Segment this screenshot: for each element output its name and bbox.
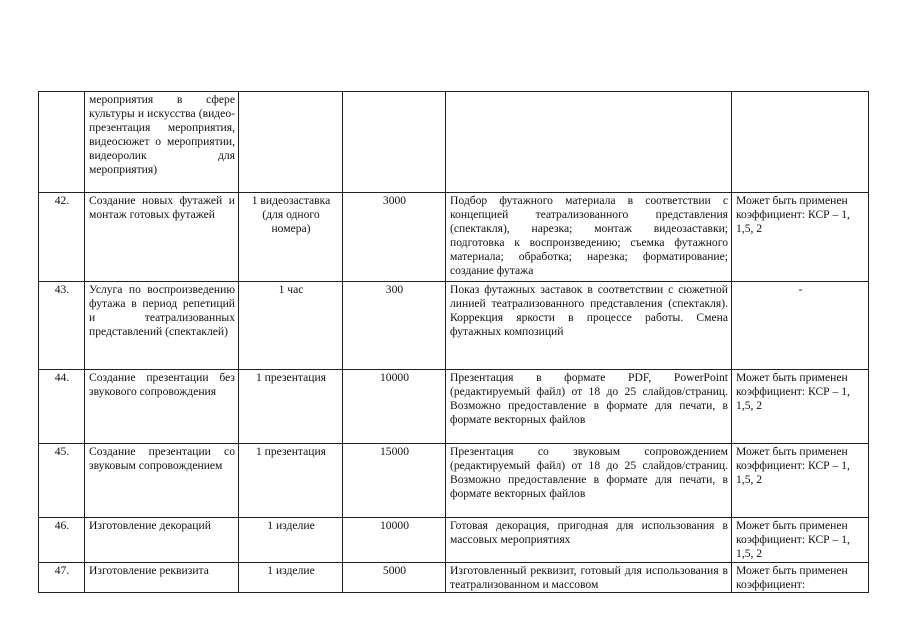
coefficient-note — [732, 92, 869, 193]
price: 3000 — [343, 193, 446, 282]
coefficient-note: - — [732, 282, 869, 370]
price: 15000 — [343, 444, 446, 518]
price — [343, 92, 446, 193]
coefficient-note: Может быть применен коэффициент: КСР – 1, 1,5, 2 — [732, 444, 869, 518]
row-number — [39, 92, 85, 193]
unit-of-measure: 1 презентация — [239, 444, 343, 518]
service-name: мероприятия в сфере культуры и искусства (видео-презентация мероприятия, видеосюжет о мероприятии, видеоролик для мероприятия) — [85, 92, 239, 193]
row-number: 43. — [39, 282, 85, 370]
coefficient-note: Может быть применен коэффициент: КСР – 1, 1,5, 2 — [732, 370, 869, 444]
price: 300 — [343, 282, 446, 370]
price-table — [38, 91, 869, 593]
table-row — [39, 444, 869, 518]
row-number: 45. — [39, 444, 85, 518]
service-name: Создание новых футажей и монтаж готовых футажей — [85, 193, 239, 282]
row-number: 47. — [39, 563, 85, 593]
row-number: 42. — [39, 193, 85, 282]
row-number: 44. — [39, 370, 85, 444]
service-description — [446, 92, 732, 193]
unit-of-measure: 1 видеозаставка (для одного номера) — [239, 193, 343, 282]
service-name: Изготовление декораций — [85, 518, 239, 563]
table-row — [39, 518, 869, 563]
coefficient-note: Может быть применен коэффициент: КСР – 1, 1,5, 2 — [732, 518, 869, 563]
unit-of-measure: 1 час — [239, 282, 343, 370]
price: 5000 — [343, 563, 446, 593]
service-description: Подбор футажного материала в соответствии с концепцией театрализованного представления (спектакля), нарезка; монтаж видеозаставки; подготовка к воспроизведению; съемка футажного материала; обработка; нарезка; форматирование; создание футажа — [446, 193, 732, 282]
coefficient-note: Может быть применен коэффициент: КСР – 1, 1,5, 2 — [732, 193, 869, 282]
service-description: Изготовленный реквизит, готовый для использования в театрализованном и массовом — [446, 563, 732, 593]
price: 10000 — [343, 370, 446, 444]
coefficient-note: Может быть применен коэффициент: — [732, 563, 869, 593]
row-number: 46. — [39, 518, 85, 563]
service-name: Создание презентации без звукового сопровождения — [85, 370, 239, 444]
unit-of-measure: 1 изделие — [239, 563, 343, 593]
unit-of-measure: 1 изделие — [239, 518, 343, 563]
service-description: Показ футажных заставок в соответствии с сюжетной линией театрализованного представления (спектакля). Коррекция яркости в процессе работы. Смена футажных композиций — [446, 282, 732, 370]
service-name: Услуга по воспроизведению футажа в период репетиций и театрализованных представлений (спектаклей) — [85, 282, 239, 370]
table-row — [39, 563, 869, 593]
table-row — [39, 92, 869, 193]
table-row — [39, 282, 869, 370]
price: 10000 — [343, 518, 446, 563]
service-description: Готовая декорация, пригодная для использования в массовых мероприятиях — [446, 518, 732, 563]
service-description: Презентация в формате PDF, PowerPoint (редактируемый файл) от 18 до 25 слайдов/страниц. Возможно предоставление в формате для печати, в формате векторных файлов — [446, 370, 732, 444]
table-row — [39, 193, 869, 282]
unit-of-measure: 1 презентация — [239, 370, 343, 444]
service-description: Презентация со звуковым сопровождением (редактируемый файл) от 18 до 25 слайдов/страниц. Возможно предоставление в формате для печати, в формате векторных файлов — [446, 444, 732, 518]
unit-of-measure — [239, 92, 343, 193]
table-row — [39, 370, 869, 444]
service-name: Изготовление реквизита — [85, 563, 239, 593]
service-name: Создание презентации со звуковым сопровождением — [85, 444, 239, 518]
